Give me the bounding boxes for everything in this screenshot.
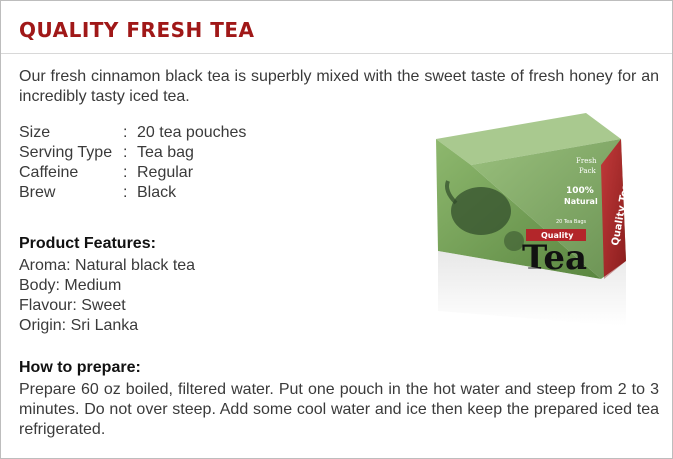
- box-pack-label: Pack: [579, 167, 596, 175]
- feature-item: Aroma: Natural black tea: [19, 257, 196, 274]
- prepare-instructions: Prepare 60 oz boiled, filtered water. Put one pouch in the hot water and steep from 2 to 3 minutes. Do not over steep. Add some cool water and ice then keep the prepared iced tea refrigerated.: [19, 381, 659, 438]
- product-features: [19, 234, 195, 336]
- box-fresh-label: Fresh: [576, 157, 597, 165]
- spec-separator: :: [123, 144, 128, 161]
- prepare-heading: How to prepare:: [19, 359, 141, 376]
- spec-label: Size: [19, 124, 51, 141]
- spec-label: Brew: [19, 184, 56, 201]
- spec-label: Serving Type: [19, 144, 113, 161]
- spec-separator: :: [123, 184, 128, 201]
- feature-item: Origin: Sri Lanka: [19, 317, 139, 334]
- spec-row-serving-type: [19, 143, 246, 163]
- box-quality-label: Quality: [541, 231, 574, 240]
- box-bags-label: 20 Tea Bags: [556, 219, 587, 225]
- spec-value: Regular: [137, 164, 194, 181]
- spec-separator: :: [123, 124, 128, 141]
- box-natural-label: Natural: [564, 197, 598, 206]
- page-title: QUALITY FRESH TEA: [19, 18, 255, 42]
- spec-row-size: [19, 123, 246, 143]
- features-heading: Product Features:: [19, 235, 156, 252]
- spec-list: [19, 123, 246, 203]
- box-tea-label: Tea: [522, 238, 588, 278]
- feature-item: Body: Medium: [19, 277, 122, 294]
- spec-value: Tea bag: [137, 144, 194, 161]
- spec-value: 20 tea pouches: [137, 124, 247, 141]
- spec-separator: :: [123, 164, 128, 181]
- spec-row-caffeine: [19, 163, 246, 183]
- product-description: Our fresh cinnamon black tea is superbly mixed with the sweet taste of fresh honey for an incredibly tasty iced tea.: [19, 68, 659, 105]
- box-side-label: Quality Tea: [610, 182, 632, 247]
- spec-row-brew: [19, 183, 246, 203]
- box-natural-pct: 100%: [566, 186, 594, 196]
- spec-label: Caffeine: [19, 164, 79, 181]
- spec-value: Black: [137, 184, 177, 201]
- feature-item: Flavour: Sweet: [19, 297, 126, 314]
- title-divider: [1, 53, 672, 54]
- tea-box-image: [426, 111, 641, 331]
- preparation-section: [19, 358, 659, 440]
